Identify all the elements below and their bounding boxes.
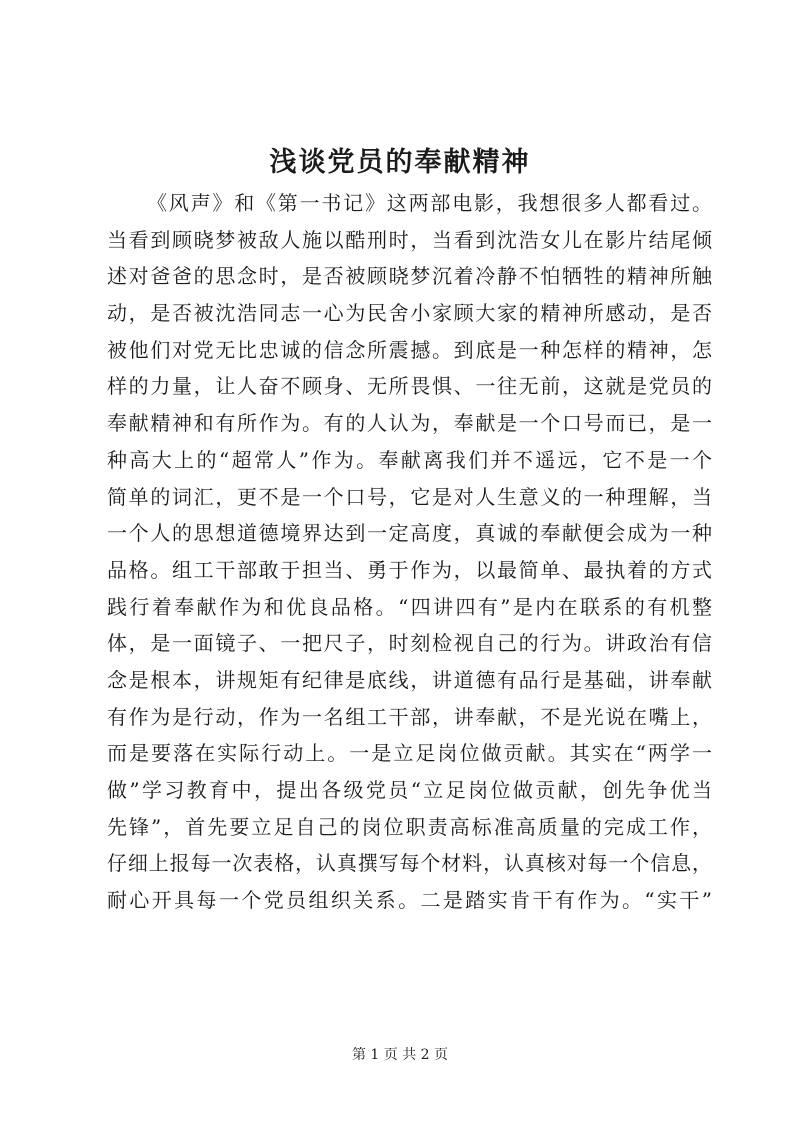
body-line: 品格。组工干部敢于担当、勇于作为，以最简单、最执着的方式: [107, 557, 712, 582]
document-title: 浅谈党员的奉献精神: [269, 147, 531, 178]
body-line: 被他们对党无比忠诚的信念所震撼。到底是一种怎样的精神，怎: [107, 337, 712, 362]
body-line: 当看到顾晓梦被敌人施以酷刑时，当看到沈浩女儿在影片结尾倾: [107, 227, 712, 252]
body-line: 样的力量，让人奋不顾身、无所畏惧、一往无前，这就是党员的: [107, 374, 712, 399]
body-line: 而是要落在实际行动上。一是立足岗位做贡献。其实在“两学一: [107, 741, 712, 766]
body-line: 耐心开具每一个党员组织关系。二是踏实肯干有作为。“实干”: [107, 888, 712, 913]
body-line: 述对爸爸的思念时，是否被顾晓梦沉着冷静不怕牺牲的精神所触: [107, 264, 712, 289]
body-line: 践行着奉献作为和优良品格。“四讲四有”是内在联系的有机整: [107, 594, 712, 619]
body-line: 动，是否被沈浩同志一心为民舍小家顾大家的精神所感动，是否: [107, 301, 712, 326]
body-line: 做”学习教育中，提出各级党员“立足岗位做贡献，创先争优当: [107, 778, 712, 802]
body-line: 先锋”，首先要立足自己的岗位职责高标准高质量的完成工作，: [107, 814, 712, 839]
body-line: 一个人的思想道德境界达到一定高度，真诚的奉献便会成为一种: [107, 521, 712, 546]
body-line: 简单的词汇，更不是一个口号，它是对人生意义的一种理解，当: [107, 484, 712, 509]
body-line: 念是根本，讲规矩有纪律是底线，讲道德有品行是基础，讲奉献: [107, 667, 712, 692]
body-line: 种高大上的“超常人”作为。奉献离我们并不遥远，它不是一个: [107, 447, 712, 472]
body-line: 《风声》和《第一书记》这两部电影，我想很多人都看过。: [147, 191, 712, 215]
body-line: 体，是一面镜子、一把尺子，时刻检视自己的行为。讲政治有信: [107, 631, 712, 656]
body-line: 奉献精神和有所作为。有的人认为，奉献是一个口号而已，是一: [107, 411, 712, 436]
body-line: 仔细上报每一次表格，认真撰写每个材料，认真核对每一个信息，: [107, 851, 712, 876]
body-line: 有作为是行动，作为一名组工干部，讲奉献，不是光说在嘴上，: [107, 704, 712, 729]
page-footer: 第 1 页 共 2 页: [351, 1047, 449, 1063]
document-body: [107, 185, 712, 919]
